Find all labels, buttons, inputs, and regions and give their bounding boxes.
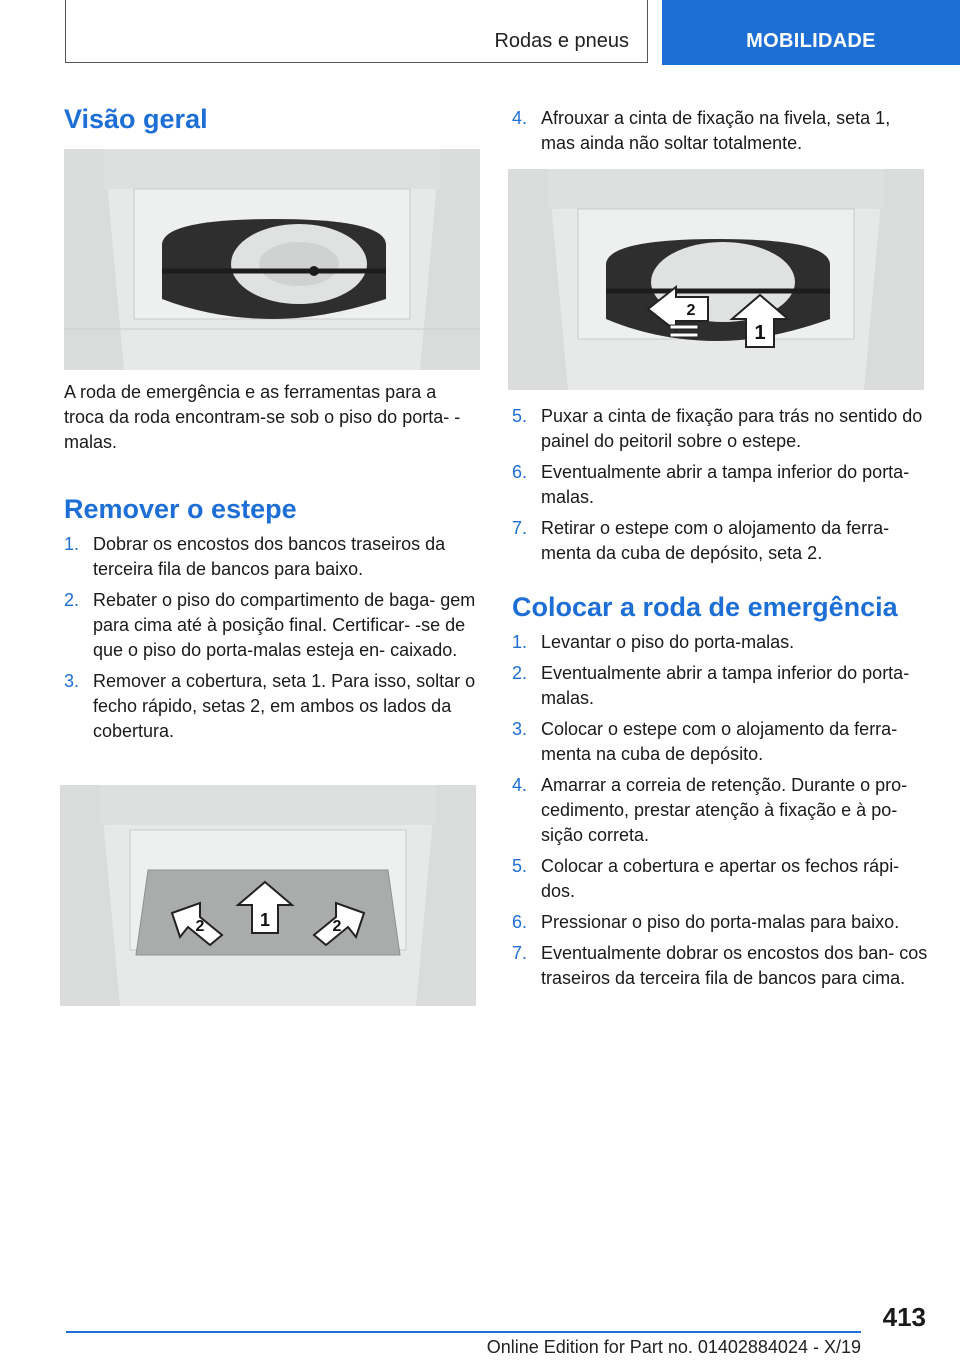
remove-steps-list-b — [512, 106, 928, 162]
step-number: 3. — [64, 671, 80, 691]
step-text: Rebater o piso do compartimento de baga- gem para cima até à posição final. Certificar- -se de que o piso do porta-malas esteja en- caixado. — [93, 590, 476, 660]
list-item — [512, 460, 928, 510]
step-number: 5. — [512, 856, 528, 876]
overview-heading: Visão geral — [64, 104, 208, 134]
page-number: 413 — [882, 1302, 926, 1332]
list-item — [512, 773, 928, 848]
step-text: Pressionar o piso do porta-malas para baixo. — [541, 912, 900, 932]
remove-steps-list-a — [64, 532, 480, 750]
step-number: 3. — [512, 719, 528, 739]
step-number: 4. — [512, 108, 528, 128]
list-item — [512, 630, 928, 655]
step-number: 7. — [512, 518, 528, 538]
header-section-title: Rodas e pneus — [494, 30, 629, 52]
step-text: Eventualmente abrir a tampa inferior do porta-malas. — [541, 462, 910, 507]
step-text: Eventualmente dobrar os encostos dos ban- cos traseiros da terceira fila de bancos para cima. — [541, 943, 928, 988]
figure-remove-cover — [60, 785, 476, 1006]
remove-heading: Remover o estepe — [64, 494, 297, 524]
list-item — [512, 661, 928, 711]
figure-spare-wheel-overview — [64, 149, 480, 370]
arrow-label-2-left: 2 — [195, 918, 205, 935]
list-item — [64, 532, 480, 582]
list-item — [64, 669, 480, 744]
footer-edition: Online Edition for Part no. 01402884024 - X/19 — [486, 1337, 861, 1357]
step-number: 1. — [512, 632, 528, 652]
arrow-label-2: 2 — [686, 302, 696, 319]
step-number: 5. — [512, 406, 528, 426]
step-text: Puxar a cinta de fixação para trás no sentido do painel do peitoril sobre o estepe. — [541, 406, 923, 451]
list-item — [64, 588, 480, 663]
step-text: Afrouxar a cinta de fixação na fivela, seta 1, mas ainda não soltar totalmente. — [541, 108, 891, 153]
step-number: 2. — [512, 663, 528, 683]
step-text: Dobrar os encostos dos bancos traseiros da terceira fila de bancos para baixo. — [93, 534, 446, 579]
install-heading: Colocar a roda de emergência — [512, 592, 898, 622]
arrow-label-2-right: 2 — [332, 918, 342, 935]
step-number: 2. — [64, 590, 80, 610]
step-number: 6. — [512, 462, 528, 482]
arrow-label-1: 1 — [754, 322, 766, 344]
step-number: 1. — [64, 534, 80, 554]
step-text: Amarrar a correia de retenção. Durante o pro- cedimento, prestar atenção à fixação e à po- sição correta. — [541, 775, 908, 845]
step-text: Levantar o piso do porta-malas. — [541, 632, 795, 652]
header-section-box — [65, 0, 648, 63]
step-number: 4. — [512, 775, 528, 795]
list-item — [512, 854, 928, 904]
step-number: 6. — [512, 912, 528, 932]
step-number: 7. — [512, 943, 528, 963]
list-item — [512, 404, 928, 454]
footer-divider — [66, 1331, 861, 1333]
step-text: Retirar o estepe com o alojamento da ferra- menta da cuba de depósito, seta 2. — [541, 518, 890, 563]
figure-loosen-strap — [508, 169, 924, 390]
step-text: Colocar a cobertura e apertar os fechos rápi- dos. — [541, 856, 900, 901]
header-chapter-title: MOBILIDADE — [746, 30, 876, 52]
list-item — [512, 106, 928, 156]
overview-text: A roda de emergência e as ferramentas para a troca da roda encontram-se sob o piso do porta- -malas. — [64, 382, 461, 452]
header-chapter-tab — [662, 0, 960, 65]
list-item — [512, 516, 928, 566]
install-steps-list — [512, 630, 928, 997]
list-item — [512, 717, 928, 767]
step-text: Colocar o estepe com o alojamento da ferra- menta na cuba de depósito. — [541, 719, 898, 764]
remove-steps-list-c — [512, 404, 928, 572]
step-text: Remover a cobertura, seta 1. Para isso, soltar o fecho rápido, setas 2, em ambos os lados da cobertura. — [93, 671, 476, 741]
list-item — [512, 941, 928, 991]
arrow-label-1: 1 — [259, 910, 271, 930]
list-item — [512, 910, 928, 935]
step-text: Eventualmente abrir a tampa inferior do porta-malas. — [541, 663, 910, 708]
